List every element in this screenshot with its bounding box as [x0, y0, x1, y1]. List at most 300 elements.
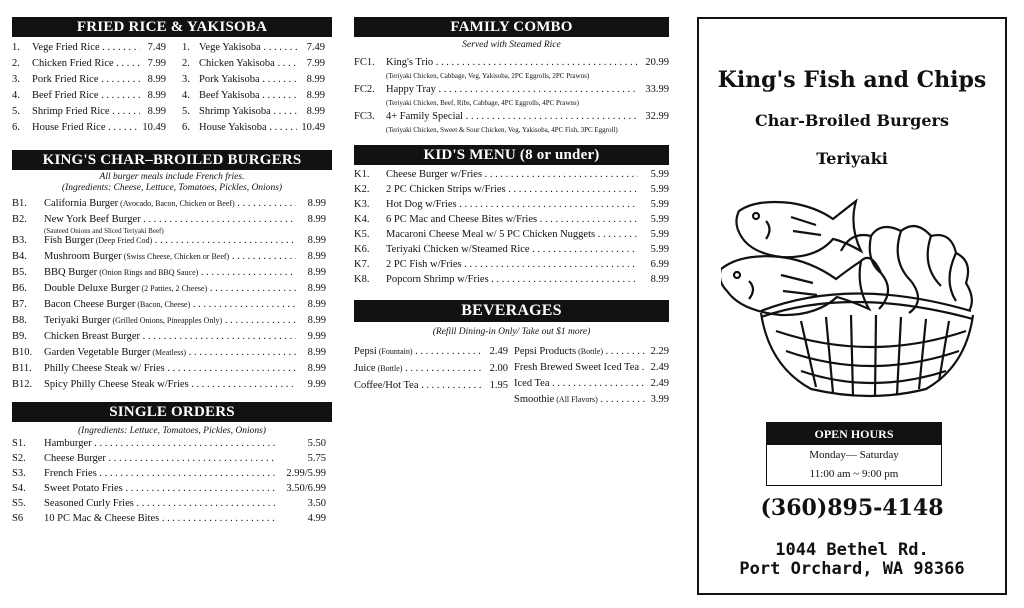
item-code: B9. — [12, 331, 27, 342]
item-name-text: Hot Dog w/Fries — [386, 199, 457, 210]
item-price: 5.50 — [307, 438, 326, 449]
item-name — [44, 498, 276, 510]
item-price: 9.99 — [307, 379, 326, 390]
item-name-text: Garden Vegetable Burger — [44, 347, 151, 358]
item-name — [44, 483, 276, 495]
item-price: 8.99 — [306, 106, 325, 117]
item-name-text: Pepsi — [354, 346, 377, 357]
item-code: FC1. — [354, 57, 375, 68]
yakisoba-item — [182, 106, 325, 122]
beverages-header: BEVERAGES — [354, 300, 669, 322]
item-code: K7. — [354, 259, 370, 270]
item-name-text: 2 PC Fish w/Fries — [386, 259, 462, 270]
item-name-text: Chicken Yakisoba — [199, 58, 275, 69]
item-price: 10.49 — [301, 122, 325, 133]
burger-item — [12, 315, 326, 331]
item-code: B12. — [12, 379, 33, 390]
item-name — [32, 122, 140, 134]
item-name — [386, 57, 638, 69]
item-price: 3.99 — [650, 394, 669, 405]
leader-dots — [267, 122, 297, 133]
beverage-item — [354, 380, 508, 397]
item-price: 8.99 — [147, 90, 166, 101]
item-price: 5.99 — [650, 229, 669, 240]
item-price: 5.99 — [650, 199, 669, 210]
fried-rice-item — [12, 122, 166, 138]
fried-rice-item — [12, 106, 166, 122]
item-price: 8.99 — [307, 267, 326, 278]
single-order-item — [12, 498, 326, 513]
item-description: (Teriyaki Chicken, Beef, Ribs, Cabbage, 4PC Eggrolls, 4PC Prawns) — [386, 99, 579, 107]
burger-item — [12, 331, 326, 347]
item-code: FC3. — [354, 111, 375, 122]
item-price: 7.49 — [147, 42, 166, 53]
item-code: B1. — [12, 198, 27, 209]
item-name-text: Sweet Potato Fries — [44, 483, 123, 494]
item-price: 6.99 — [650, 259, 669, 270]
kids-menu-item — [354, 184, 669, 199]
item-price: 8.99 — [306, 90, 325, 101]
item-price: 10.49 — [142, 122, 166, 133]
single-orders-header: SINGLE ORDERS — [12, 402, 332, 422]
leader-dots — [639, 362, 646, 373]
burgers-note: All burger meals include French fries. — [99, 172, 245, 182]
family-combo-item — [354, 84, 669, 111]
item-code: 6. — [182, 122, 190, 133]
item-price: 3.50/6.99 — [286, 483, 326, 494]
single-order-item — [12, 483, 326, 498]
beverage-item — [514, 378, 669, 394]
item-name — [44, 513, 276, 525]
item-price: 2.00 — [489, 363, 508, 374]
fried-rice-item — [12, 42, 166, 58]
item-name — [199, 74, 297, 86]
burger-item — [12, 235, 326, 251]
family-combo-list — [354, 57, 669, 141]
item-name-text: Pepsi Products — [514, 346, 577, 357]
item-name — [44, 198, 296, 210]
family-combo-note: Served with Steamed Rice — [462, 40, 561, 50]
item-code: B2. — [12, 214, 27, 225]
leader-dots — [207, 283, 296, 294]
item-code: K1. — [354, 169, 370, 180]
item-price: 2.49 — [650, 362, 669, 373]
leader-dots — [140, 331, 296, 342]
item-name-text: Pork Yakisoba — [199, 74, 260, 85]
item-name — [514, 346, 646, 358]
item-name-text: Double Deluxe Burger — [44, 283, 140, 294]
beverage-item — [514, 362, 669, 378]
item-note: (Fountain) — [376, 347, 413, 356]
item-name — [44, 379, 296, 391]
fish-basket-illustration — [721, 191, 981, 401]
item-name-text: New York Beef Burger — [44, 214, 141, 225]
item-name-text: Mushroom Burger — [44, 251, 122, 262]
item-name — [514, 362, 646, 374]
item-code: S1. — [12, 438, 26, 449]
item-name-text: 4+ Family Special — [386, 111, 464, 122]
leader-dots — [189, 379, 296, 390]
item-name — [386, 274, 638, 286]
leader-dots — [100, 42, 140, 53]
tagline-burgers: Char-Broiled Burgers — [755, 111, 949, 130]
beverages-list — [354, 346, 669, 416]
middle-column — [354, 0, 669, 416]
item-price: 8.99 — [307, 283, 326, 294]
address-line-1: 1044 Bethel Rd. — [775, 540, 929, 560]
leader-dots — [186, 347, 296, 358]
leader-dots — [198, 267, 296, 278]
item-price: 7.49 — [306, 42, 325, 53]
item-name — [32, 58, 140, 70]
item-price: 8.99 — [307, 299, 326, 310]
item-note: (All Flavors) — [554, 395, 598, 404]
item-name — [199, 90, 297, 102]
leader-dots — [537, 214, 638, 225]
item-price: 8.99 — [306, 74, 325, 85]
item-code: K3. — [354, 199, 370, 210]
item-code: B6. — [12, 283, 27, 294]
leader-dots — [98, 90, 140, 101]
item-name-text: 10 PC Mac & Cheese Bites — [44, 513, 160, 524]
item-name — [44, 315, 296, 327]
leader-dots — [152, 235, 296, 246]
item-note: (Onion Rings and BBQ Sauce) — [97, 268, 199, 277]
item-description: (Teriyaki Chicken, Sweet & Sour Chicken, Veg, Yakisoba, 4PC Fish, 3PC Eggroll) — [386, 126, 618, 134]
item-price: 8.99 — [147, 74, 166, 85]
leader-dots — [436, 84, 638, 95]
leader-dots — [229, 251, 296, 262]
leader-dots — [275, 58, 297, 69]
item-name — [514, 378, 646, 390]
item-name — [32, 90, 140, 102]
burger-item — [12, 299, 326, 315]
item-name-text: Vege Yakisoba — [199, 42, 261, 53]
item-name — [44, 347, 296, 359]
item-code: B10. — [12, 347, 33, 358]
leader-dots — [159, 513, 276, 524]
item-note: (Bottle) — [375, 364, 403, 373]
leader-dots — [489, 274, 638, 285]
leader-dots — [222, 315, 296, 326]
item-name-text: Hamburger — [44, 438, 92, 449]
item-price: 32.99 — [645, 111, 669, 122]
item-price: 8.99 — [650, 274, 669, 285]
item-name — [386, 229, 638, 241]
kids-menu-list — [354, 169, 669, 289]
leader-dots — [260, 90, 297, 101]
item-price: 8.99 — [147, 106, 166, 117]
fried-rice-item — [12, 74, 166, 90]
item-name-text: BBQ Burger — [44, 267, 98, 278]
burger-item — [12, 251, 326, 267]
fried-rice-item — [12, 58, 166, 74]
item-note: (Bacon, Cheese) — [135, 300, 191, 309]
item-price: 8.99 — [307, 347, 326, 358]
leader-dots — [433, 57, 638, 68]
single-orders-list — [12, 438, 326, 528]
item-name-text: House Yakisoba — [199, 122, 267, 133]
item-price: 20.99 — [645, 57, 669, 68]
item-price: 8.99 — [307, 315, 326, 326]
item-name-text: Bacon Cheese Burger — [44, 299, 136, 310]
item-name — [386, 84, 638, 96]
item-name-text: Chicken Breast Burger — [44, 331, 141, 342]
tagline-teriyaki: Teriyaki — [816, 149, 888, 168]
burger-item — [12, 198, 326, 214]
leader-dots — [482, 169, 638, 180]
item-code: K2. — [354, 184, 370, 195]
single-order-item — [12, 513, 326, 528]
item-code: S3. — [12, 468, 26, 479]
item-name-text: Chicken Fried Rice — [32, 58, 114, 69]
item-price: 5.99 — [650, 169, 669, 180]
item-code: K6. — [354, 244, 370, 255]
item-code: FC2. — [354, 84, 375, 95]
leader-dots — [260, 74, 297, 85]
kids-menu-item — [354, 229, 669, 244]
kids-menu-item — [354, 199, 669, 214]
leader-dots — [123, 483, 276, 494]
item-name-text: Philly Cheese Steak w/ Fries — [44, 363, 165, 374]
burger-item — [12, 214, 326, 235]
item-price: 33.99 — [645, 84, 669, 95]
item-code: 2. — [12, 58, 20, 69]
item-code: B11. — [12, 363, 32, 374]
single-order-item — [12, 468, 326, 483]
item-code: 3. — [182, 74, 190, 85]
item-name-text: Seasoned Curly Fries — [44, 498, 134, 509]
item-code: K5. — [354, 229, 370, 240]
item-name-text: Cheese Burger w/Fries — [386, 169, 483, 180]
kids-menu-item — [354, 259, 669, 274]
item-name — [354, 380, 482, 392]
item-name — [199, 58, 297, 70]
item-name-text: Shrimp Yakisoba — [199, 106, 271, 117]
item-code: B7. — [12, 299, 27, 310]
open-hours-time: 11:00 am ~ 9:00 pm — [809, 468, 899, 480]
beverage-item — [354, 346, 508, 363]
item-name — [354, 346, 482, 358]
burger-list — [12, 198, 326, 395]
item-code: B8. — [12, 315, 27, 326]
item-name — [514, 394, 646, 406]
item-name-text: Coffee/Hot Tea — [354, 380, 419, 391]
item-name — [32, 74, 140, 86]
kids-menu-item — [354, 169, 669, 184]
item-note: (Deep Fried Cod) — [93, 236, 153, 245]
leader-dots — [271, 106, 297, 117]
item-price: 2.49 — [650, 378, 669, 389]
leader-dots — [92, 438, 276, 449]
leader-dots — [134, 498, 276, 509]
item-name-text: Teriyaki Chicken w/Steamed Rice — [386, 244, 530, 255]
burgers-ingredients: (Ingredients: Cheese, Lettuce, Tomatoes, Pickles, Onions) — [61, 183, 283, 193]
yakisoba-item — [182, 58, 325, 74]
fried-rice-header: FRIED RICE & YAKISOBA — [12, 17, 332, 37]
item-name-text: Juice — [354, 363, 376, 374]
item-price: 5.99 — [650, 244, 669, 255]
item-name-text: Happy Tray — [386, 84, 436, 95]
burgers-header: KING'S CHAR–BROILED BURGERS — [12, 150, 332, 170]
item-name-text: Pork Fried Rice — [32, 74, 99, 85]
item-name-text: French Fries — [44, 468, 97, 479]
leader-dots — [106, 122, 141, 133]
yakisoba-item — [182, 74, 325, 90]
burger-item — [12, 267, 326, 283]
leader-dots — [418, 380, 482, 391]
open-hours-box — [766, 422, 942, 486]
leader-dots — [506, 184, 638, 195]
item-name — [386, 184, 638, 196]
item-code: B5. — [12, 267, 27, 278]
open-hours-title: OPEN HOURS — [767, 423, 941, 445]
item-name — [44, 363, 296, 375]
leader-dots — [114, 58, 140, 69]
leader-dots — [598, 394, 646, 405]
item-name-text: Shrimp Fried Rice — [32, 106, 110, 117]
item-subnote: (Sauteed Onions and Sliced Teriyaki Beef) — [44, 227, 164, 235]
leader-dots — [413, 346, 482, 357]
item-name — [44, 267, 296, 279]
leader-dots — [603, 346, 646, 357]
item-price: 8.99 — [307, 363, 326, 374]
leader-dots — [190, 299, 296, 310]
item-name — [44, 251, 296, 263]
item-name — [44, 235, 296, 247]
kids-menu-item — [354, 274, 669, 289]
item-price: 5.99 — [650, 184, 669, 195]
family-combo-item — [354, 57, 669, 84]
item-price: 2.29 — [650, 346, 669, 357]
item-name-text: 6 PC Mac and Cheese Bites w/Fries — [386, 214, 538, 225]
leader-dots — [106, 453, 276, 464]
open-hours-days: Monday— Saturday — [809, 449, 899, 461]
item-name-text: Beef Yakisoba — [199, 90, 260, 101]
item-price: 8.99 — [307, 251, 326, 262]
item-name — [44, 283, 296, 295]
item-note: (Meatless) — [150, 348, 187, 357]
item-code: S5. — [12, 498, 26, 509]
item-price: 3.50 — [307, 498, 326, 509]
item-price: 9.99 — [307, 331, 326, 342]
single-order-item — [12, 438, 326, 453]
item-name — [386, 244, 638, 256]
kids-menu-item — [354, 244, 669, 259]
item-name-text: King's Trio — [386, 57, 434, 68]
phone-number: (360)895-4148 — [760, 495, 944, 521]
item-price: 2.99/5.99 — [286, 468, 326, 479]
item-name — [44, 299, 296, 311]
leader-dots — [550, 378, 646, 389]
kids-menu-item — [354, 214, 669, 229]
brand-panel — [697, 17, 1007, 595]
leader-dots — [402, 363, 482, 374]
leader-dots — [99, 74, 141, 85]
yakisoba-item — [182, 42, 325, 58]
item-code: K4. — [354, 214, 370, 225]
item-price: 1.95 — [489, 380, 508, 391]
item-name — [386, 214, 638, 226]
item-name — [386, 199, 638, 211]
burger-item — [12, 347, 326, 363]
item-name-text: Iced Tea — [514, 378, 550, 389]
item-code: K8. — [354, 274, 370, 285]
item-name-text: Fish Burger — [44, 235, 94, 246]
item-name — [44, 453, 276, 465]
burger-item — [12, 379, 326, 395]
restaurant-name: King's Fish and Chips — [717, 67, 987, 93]
item-note: (2 Patties, 2 Cheese) — [139, 284, 208, 293]
item-price: 8.99 — [307, 198, 326, 209]
item-code: 3. — [12, 74, 20, 85]
leader-dots — [261, 42, 297, 53]
item-price: 4.99 — [307, 513, 326, 524]
leader-dots — [235, 198, 296, 209]
item-name-text: Popcorn Shrimp w/Fries — [386, 274, 489, 285]
item-name-text: Macaroni Cheese Meal w/ 5 PC Chicken Nuggets — [386, 229, 596, 240]
item-price: 5.99 — [650, 214, 669, 225]
item-price: 2.49 — [489, 346, 508, 357]
item-name — [354, 363, 482, 375]
burger-item — [12, 363, 326, 379]
leader-dots — [457, 199, 638, 210]
family-combo-header: FAMILY COMBO — [354, 17, 669, 37]
item-name-text: California Burger — [44, 198, 119, 209]
item-code: S2. — [12, 453, 26, 464]
item-name — [199, 122, 297, 134]
item-price: 8.99 — [307, 235, 326, 246]
item-name — [44, 331, 296, 343]
item-code: 6. — [12, 122, 20, 133]
leader-dots — [141, 214, 296, 225]
item-name-text: Smoothie — [514, 394, 555, 405]
leader-dots — [530, 244, 638, 255]
leader-dots — [110, 106, 140, 117]
kids-menu-header: KID'S MENU (8 or under) — [354, 145, 669, 165]
item-name-text: House Fried Rice — [32, 122, 106, 133]
item-name-text: Cheese Burger — [44, 453, 106, 464]
item-price: 7.99 — [306, 58, 325, 69]
leader-dots — [462, 259, 638, 270]
item-code: B4. — [12, 251, 27, 262]
item-code: 4. — [12, 90, 20, 101]
single-order-item — [12, 453, 326, 468]
item-price: 5.75 — [307, 453, 326, 464]
yakisoba-item — [182, 122, 325, 138]
leader-dots — [165, 363, 296, 374]
item-code: 4. — [182, 90, 190, 101]
family-combo-item — [354, 111, 669, 138]
yakisoba-item — [182, 90, 325, 106]
item-description: (Teriyaki Chicken, Cabbage, Veg, Yakisoba, 2PC Eggrolls, 2PC Prawns) — [386, 72, 590, 80]
item-name — [44, 438, 276, 450]
fried-rice-item — [12, 90, 166, 106]
beverage-item — [354, 363, 508, 380]
item-name — [199, 106, 297, 118]
item-price: 8.99 — [307, 214, 326, 225]
item-code: 1. — [12, 42, 20, 53]
item-name — [199, 42, 297, 54]
item-note: (Bottle) — [576, 347, 604, 356]
item-note: (Avocado, Bacon, Chicken or Beef) — [118, 199, 235, 208]
beverage-item — [514, 394, 669, 410]
burger-item — [12, 283, 326, 299]
leader-dots — [595, 229, 638, 240]
leader-dots — [463, 111, 638, 122]
item-code: 5. — [182, 106, 190, 117]
address-line-2: Port Orchard, WA 98366 — [739, 559, 965, 579]
